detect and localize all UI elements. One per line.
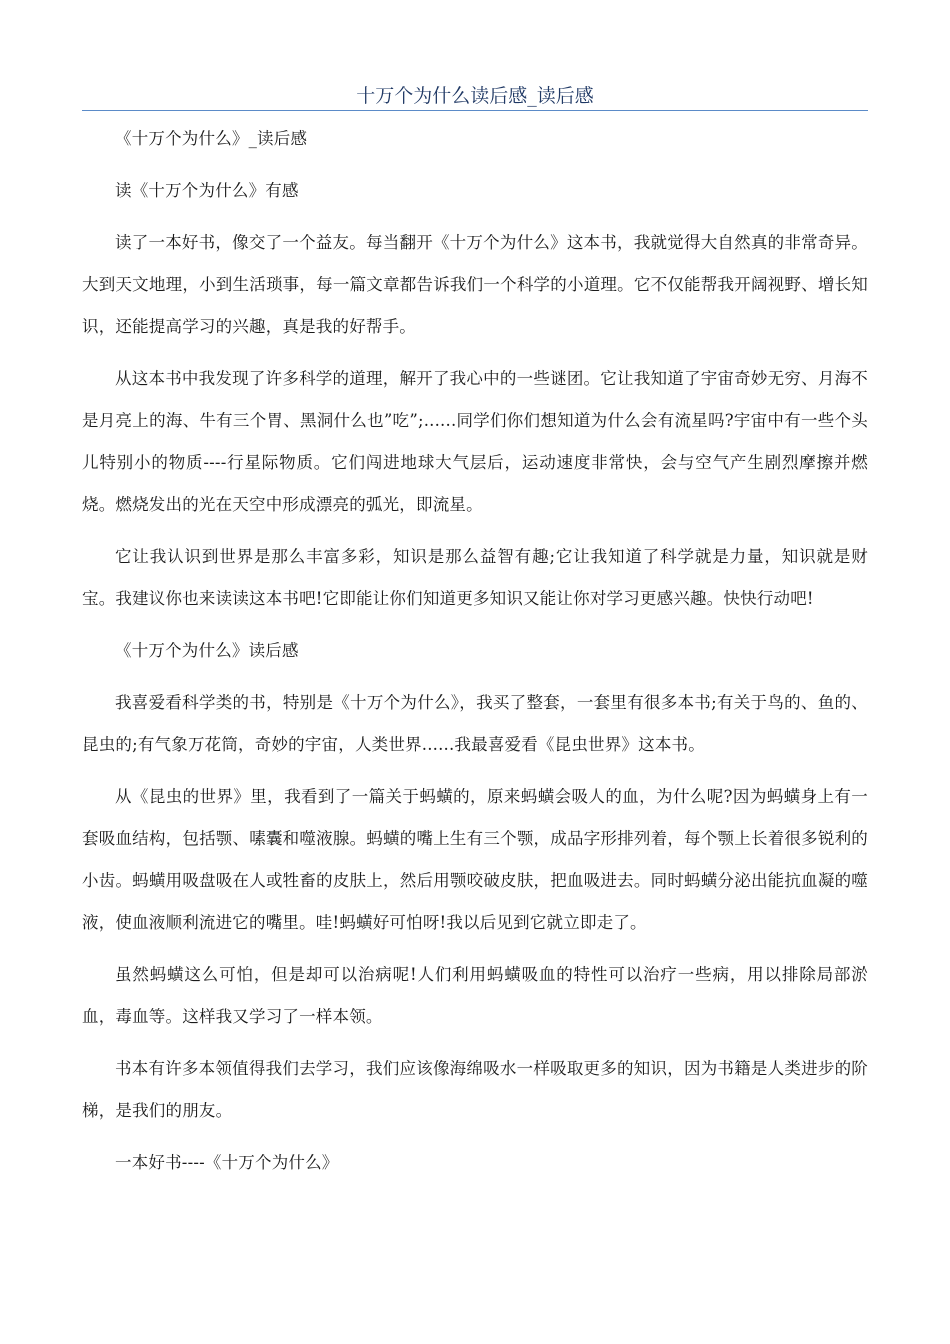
paragraph: 从这本书中我发现了许多科学的道理，解开了我心中的一些谜团。它让我知道了宇宙奇妙无穷、月海不是月亮上的海、牛有三个胃、黑洞什么也”吃”;......同学们你们想知道为什么会有流星吗?宇宙中有一些个头儿特别小的物质----行星际物质。它们闯进地球大气层后，运动速度非常快，会与空气产生剧烈摩擦并燃烧。燃烧发出的光在天空中形成漂亮的弧光，即流星。 [82, 369, 868, 514]
paragraph: 我喜爱看科学类的书，特别是《十万个为什么》，我买了整套，一套里有很多本书;有关于鸟的、鱼的、昆虫的;有气象万花筒，奇妙的宇宙，人类世界......我最喜爱看《昆虫世界》这本书。 [82, 693, 868, 754]
document-title: 十万个为什么读后感_读后感 [356, 85, 594, 107]
essay-title: 《十万个为什么》读后感 [115, 641, 299, 660]
title-divider [82, 110, 868, 111]
paragraph: 它让我认识到世界是那么丰富多彩，知识是那么益智有趣;它让我知道了科学就是力量，知识就是财宝。我建议你也来读读这本书吧!它即能让你们知道更多知识又能让你对学习更感兴趣。快快行动吧! [82, 547, 868, 608]
paragraph: 读了一本好书，像交了一个益友。每当翻开《十万个为什么》这本书，我就觉得大自然真的非常奇异。大到天文地理，小到生活琐事，每一篇文章都告诉我们一个科学的小道理。它不仅能帮我开阔视野、增长知识，还能提高学习的兴趣，真是我的好帮手。 [82, 233, 868, 336]
section-heading: 《十万个为什么》_读后感 [115, 129, 308, 148]
document-body [82, 118, 868, 1194]
essay-title: 读《十万个为什么》有感 [115, 181, 299, 200]
essay-title: 一本好书----《十万个为什么》 [115, 1153, 339, 1172]
paragraph: 书本有许多本领值得我们去学习，我们应该像海绵吸水一样吸取更多的知识，因为书籍是人类进步的阶梯，是我们的朋友。 [82, 1059, 868, 1120]
paragraph: 虽然蚂蟥这么可怕，但是却可以治病呢!人们利用蚂蟥吸血的特性可以治疗一些病，用以排除局部淤血，毒血等。这样我又学习了一样本领。 [82, 965, 868, 1026]
paragraph: 从《昆虫的世界》里，我看到了一篇关于蚂蟥的，原来蚂蟥会吸人的血，为什么呢?因为蚂蟥身上有一套吸血结构，包括颚、嗉囊和噬液腺。蚂蟥的嘴上生有三个颚，成品字形排列着，每个颚上长着很多锐利的小齿。蚂蟥用吸盘吸在人或牲畜的皮肤上，然后用颚咬破皮肤，把血吸进去。同时蚂蟥分泌出能抗血凝的噬液，使血液顺利流进它的嘴里。哇!蚂蟥好可怕呀!我以后见到它就立即走了。 [82, 787, 868, 932]
